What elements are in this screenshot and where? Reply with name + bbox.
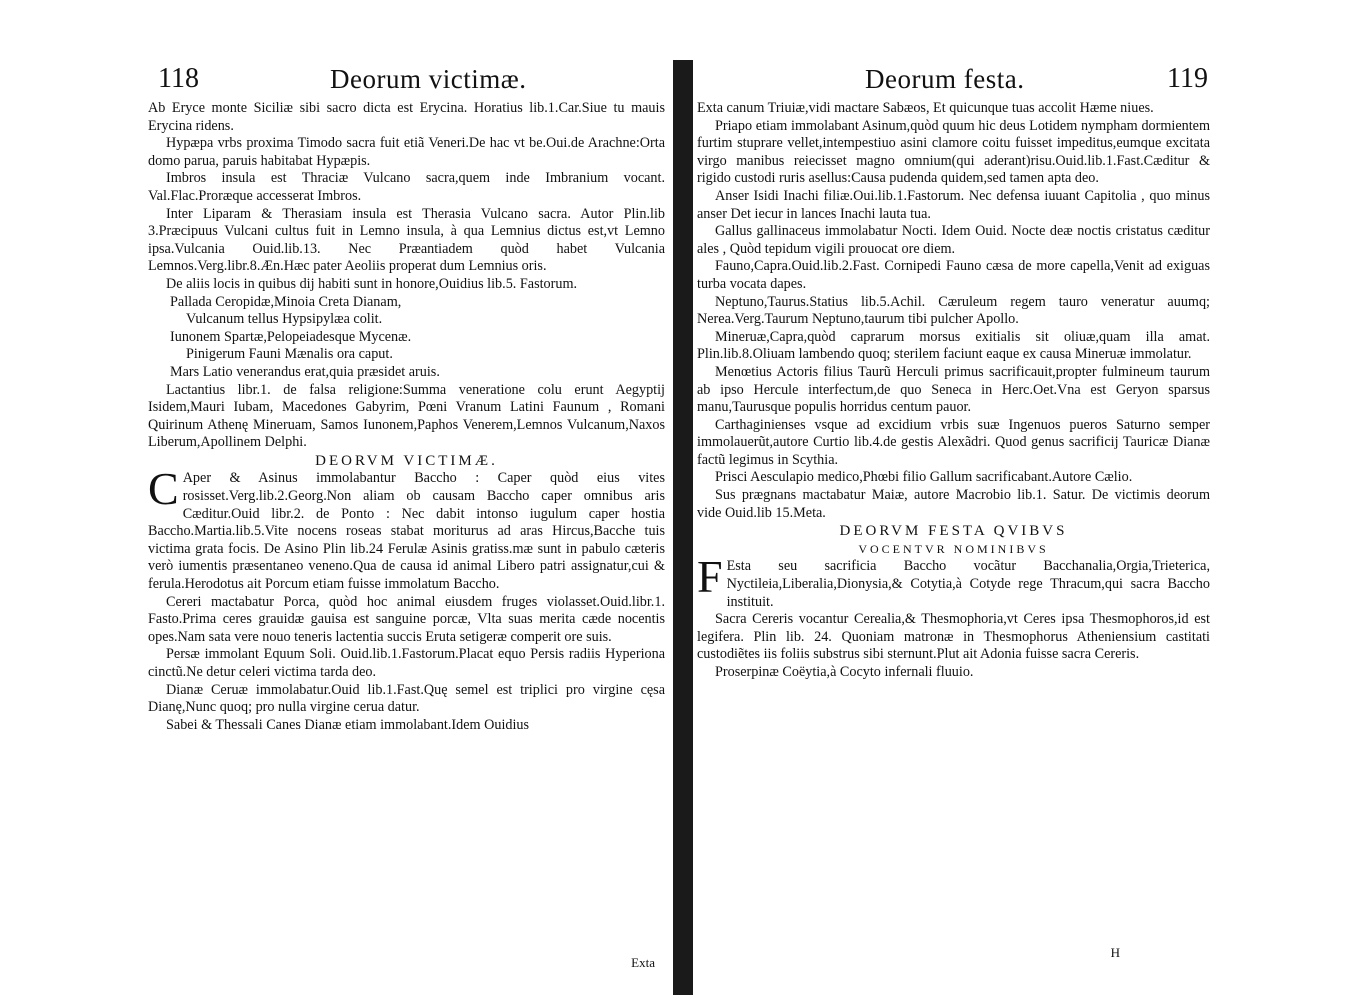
dropcap-letter: C — [148, 463, 179, 515]
dropcap-letter: F — [697, 551, 723, 603]
paragraph: Priapo etiam immolabant Asinum,quòd quum hic deus Lotidem nympham dormientem furtim stuprare vellet,intempestiuo asini clamore coitu fuisset impeditus,eumque excitata virgo manibus reiecisset magno omnium(qui aderant)risu.Ouid.lib.1.Fast.Cæditur & rigido custodi ruris asellus:Causa pudenda quidem,sed tamen apta deo. — [697, 117, 1210, 187]
paragraph: Proserpinæ Coëytia,à Cocyto infernali fluuio. — [715, 664, 974, 680]
dropcap-paragraph — [697, 551, 1210, 611]
paragraph: Imbros insula est Thraciæ Vulcano sacra,quem inde Imbranium vocant. Val.Flac.Proræque accesserat Imbros. — [148, 170, 665, 204]
left-page-body — [148, 100, 665, 734]
paragraph: Sabei & Thessali Canes Dianæ etiam immolabant.Idem Ouidius — [166, 716, 530, 733]
paragraph: Gallus gallinaceus immolabatur Nocti. Idem Ouid. Nocte deæ noctis cristatus cæditur ales , Quòd tepidum vigili prouocat ore diem. — [697, 223, 1210, 257]
paragraph: Inter Liparam & Therasiam insula est Therasia Vulcano sacra. Autor Plin.lib 3.Præcipuus Vulcani cultus fuit in Lemno insula, à qua Lemnius dictus est,vt Lemno ipsa.Vulcania Ouid.lib.13. Nec Præantiadem quòd habet Vulcania Lemnos.Verg.libr.8.Æn.Hæc pater Aeoliis properat dum Lemnius oris. — [148, 205, 665, 275]
paragraph: Carthaginienses vsque ad excidium vrbis suæ Ingenuos pueros Saturno semper immolauerũt,autore Curtio lib.4.de gestis Alexãdri. Quod genus sacrificij Tauricæ Dianæ factũ legimus in Scythia. — [697, 416, 1210, 468]
verse-line: Mars Latio venerandus erat,quia præsidet aruis. — [170, 363, 440, 380]
paragraph: De aliis locis in quibus dij habiti sunt in honore,Ouidius lib.5. Fastorum. — [166, 275, 578, 292]
section-title: DEORVM VICTIMÆ. — [315, 452, 498, 469]
paragraph: Lactantius libr.1. de falsa religione:Summa veneratione colu erunt Aegyptij Isidem,Mauri Iubam, Macedones Gabyrim, Pœni Vranum Latini Faunum , Romani Quirinum Athenę Mineruam, Samos Iunonem,Paphos Venerem,Lemnos Vulcanum,Naxos Liberum,Apollinem Delphi. — [148, 381, 665, 451]
book-spine — [673, 60, 693, 995]
paragraph: Cereri mactabatur Porca, quòd hoc animal eiusdem fruges violasset.Ouid.libr.1. Fasto.Prima ceres grauidæ gauisa est sanguine porcæ, Vlta suas merita cæde nocentis opes.Nam sata vere nouo teneris lactentia succis Eruta setigeræ comperit ore suis. — [148, 593, 665, 645]
left-page — [140, 0, 665, 1000]
right-page-header — [695, 62, 1210, 96]
verse-line: Vulcanum tellus Hypsipylæa colit. — [186, 311, 383, 328]
paragraph: Sus prægnans mactabatur Maiæ, autore Macrobio lib.1. Satur. De victimis deorum vide Ouid.lib 15.Meta. — [697, 487, 1210, 521]
paragraph: Prisci Aesculapio medico,Phœbi filio Gallum sacrificabant.Autore Cælio. — [715, 469, 1133, 486]
paragraph: Persæ immolant Equum Soli. Ouid.lib.1.Fastorum.Placat equo Persis radiis Hyperiona cinctũ.Ne detur celeri victima tarda deo. — [148, 646, 665, 680]
paragraph: Sacra Cereris vocantur Cerealia,& Thesmophoria,vt Ceres ipsa Thesmophoros,id est legifera. Plin lib. 24. Quoniam matronæ in Thesmophorus Atheniensium castitati custodiẽtes iis foliis substrus sibi sternunt.Plut ait Adonia fuisse sacra Cereris. — [697, 611, 1210, 663]
catchword: Exta — [631, 955, 655, 970]
paragraph: Fauno,Capra.Ouid.lib.2.Fast. Cornipedi Fauno cæsa de more capella,Venit ad exiguas turba vocata dapes. — [697, 258, 1210, 292]
paragraph: Mineruæ,Capra,quòd caprarum morsus exitialis sit oliuæ,quam illa amat. Plin.lib.8.Oliuam lambendo quoq; sterilem faciunt eaque ex causa Mineruæ immolatur. — [697, 328, 1210, 363]
section-title: DEORVM FESTA QVIBVS — [839, 523, 1068, 540]
paragraph: Dianæ Ceruæ immolabatur.Ouid lib.1.Fast.Quę semel est triplici pro virgine cęsa Dianę,Nunc quoq; pro nulla virgine cerua datur. — [148, 681, 665, 716]
left-page-header — [140, 62, 665, 96]
paragraph: Anser Isidi Inachi filiæ.Oui.lib.1.Fastorum. Nec defensa iuuant Capitolia , quo minus anser Det iecur in lances Inachi lauta tua. — [697, 187, 1210, 222]
paragraph: Ab Eryce monte Siciliæ sibi sacro dicta est Erycina. Horatius lib.1.Car.Siue tu mauis Erycina ridens. — [148, 100, 665, 134]
section-subtitle: VOCENTVR NOMINIBVS — [858, 541, 1049, 556]
verse-line: Iunonem Spartæ,Pelopeiadesque Mycenæ. — [170, 328, 412, 345]
page-number: 119 — [1167, 63, 1208, 94]
dropcap-paragraph — [148, 463, 665, 593]
paragraph: Hypæpa vrbs proxima Timodo sacra fuit etiã Veneri.De hac vt be.Oui.de Arachne:Orta domo parua, paruis habitabat Hypæpis. — [148, 135, 665, 169]
paragraph: Neptuno,Taurus.Statius lib.5.Achil. Cæruleum regem tauro veneratur auumq; Nerea.Verg.Taurum Neptuno,taurum tibi pulcher Apollo. — [697, 293, 1210, 328]
paragraph: Aper & Asinus immolabantur Baccho : Caper quòd eius vites rosisset.Verg.lib.2.Georg.Non aliam ob causam Baccho caper omnibus aris Cæditur.Ouid libr.2. de Ponto : Nec dabit intonso iugulum caper hostia Baccho.Martia.lib.5.Vite nocens roseas stabat moriturus ad aras Hircus,Bacche tuis victima grata focis. De Asino Plin lib.24 Ferulæ Asinis gratiss.mæ sunt in pabulo cæteris verò iumentis præsentaneo veneno.Qua de causa id animal Libero patri assignatur,cui & ferula.Herodotus ait Porcum etiam fuisse immolatum Baccho. — [148, 470, 665, 593]
running-head: Deorum victimæ. — [330, 64, 527, 94]
paragraph: Menœtius Actoris filius Taurũ Herculi primus sacrificauit,propter fulmineum taurum ab ipso Hercule interfectum,de quo Seneca in Herc.Oet.Vna est Geryon sparsus manu,Taurusque populis horridus centum pauor. — [697, 363, 1210, 416]
verse-line: Pallada Ceropidæ,Minoia Creta Dianam, — [170, 293, 402, 310]
catchword: H — [1110, 945, 1120, 960]
verse-line: Pinigerum Fauni Mænalis ora caput. — [186, 346, 393, 363]
right-page-body — [697, 100, 1210, 682]
right-page — [695, 0, 1210, 1000]
running-head: Deorum festa. — [865, 64, 1025, 94]
paragraph: Exta canum Triuiæ,vidi mactare Sabæos, Et quicunque tuas accolit Hæme niues. — [697, 100, 1154, 116]
paragraph: Esta seu sacrificia Baccho vocãtur Bacchanalia,Orgia,Trieterica, Nyctileia,Liberalia,Dionysia,& Cotytia,à Cotyde rege Thracum,qui sacra Baccho instituit. — [726, 558, 1210, 610]
page-number: 118 — [158, 63, 199, 94]
